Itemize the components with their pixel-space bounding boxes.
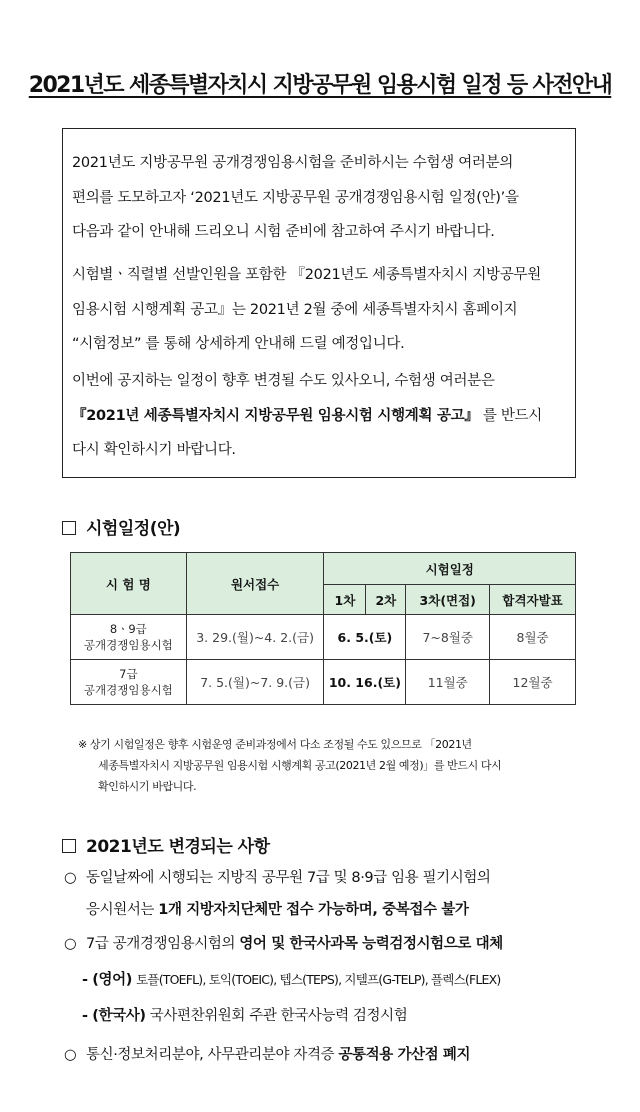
change-item-1: ○ 동일날짜에 시행되는 지방직 공무원 7급 및 8·9급 임용 필기시험의 — [64, 870, 491, 886]
schedule-heading: 시험일정(안) — [62, 514, 180, 539]
notice-paragraph-3 — [72, 364, 566, 468]
notice-line — [72, 399, 566, 434]
result-cell: 8월중 — [490, 615, 576, 660]
first-exam-cell: 6. 5.(토) — [324, 615, 406, 660]
table-row — [71, 660, 576, 705]
notice-line: “시험정보” 를 통해 상세하게 안내해 드릴 예정입니다. — [72, 336, 405, 352]
footnote-line: 확인하시기 바랍니다. — [98, 780, 197, 793]
notice-line: 2021년도 지방공무원 공개경쟁임용시험을 준비하시는 수험생 여러분의 — [72, 155, 514, 171]
third-exam-cell: 11월중 — [406, 660, 490, 705]
changes-heading: 2021년도 변경되는 사항 — [62, 832, 270, 857]
notice-line: 시험별ㆍ직렬별 선발인원을 포함한 『2021년도 세종특별자치시 지방공무원 — [72, 267, 541, 283]
apply-period-cell: 7. 5.(월)~7. 9.(금) — [186, 660, 324, 705]
notice-line-rest: 를 반드시 — [482, 407, 543, 424]
notice-paragraph-1 — [72, 146, 566, 250]
change-item-2: ○ 7급 공개경쟁임용시험의 영어 및 한국사과목 능력검정시험으로 대체 — [64, 936, 503, 952]
header-exam-name: 시 험 명 — [71, 553, 187, 615]
exam-name-cell: 7급 공개경쟁임용시험 — [71, 660, 187, 705]
header-third: 3차(면접) — [406, 585, 490, 615]
apply-period-cell: 3. 29.(월)~4. 2.(금) — [186, 615, 324, 660]
square-bullet-icon — [62, 839, 76, 853]
notice-line: 편의를 도모하고자 ‘2021년도 지방공무원 공개경쟁임용시험 일정(안)’을 — [72, 189, 519, 206]
circle-bullet-icon: ○ — [64, 1047, 77, 1063]
header-apply: 원서접수 — [186, 553, 324, 615]
notice-line: 다시 확인하시기 바랍니다. — [72, 442, 236, 458]
announcement-name: 『2021년 세종특별자치시 지방공무원 임용시험 시행계획 공고』 — [72, 407, 479, 424]
schedule-table — [70, 552, 576, 705]
header-first: 1차 — [324, 585, 366, 615]
circle-bullet-icon: ○ — [64, 870, 77, 886]
change-item-3: ○ 통신·정보처리분야, 사무관리분야 자격증 공통적용 가산점 폐지 — [64, 1047, 471, 1063]
square-bullet-icon — [62, 521, 76, 535]
header-exam-schedule: 시험일정 — [324, 553, 576, 585]
first-exam-cell: 10. 16.(토) — [324, 660, 406, 705]
notice-paragraph-2 — [72, 258, 566, 362]
change-item-1-cont: 응시원서는 1개 지방자치단체만 접수 가능하며, 중복접수 불가 — [86, 902, 469, 918]
change-item-history: - (한국사) 국사편찬위원회 주관 한국사능력 검정시험 — [82, 1008, 408, 1024]
notice-line: 다음과 같이 안내해 드리오니 시험 준비에 참고하여 주시기 바랍니다. — [72, 224, 495, 240]
change-item-english: - (영어) 토플(TOEFL), 토익(TOEIC), 텝스(TEPS), 지텔프(G-TELP), 플렉스(FLEX) — [82, 972, 501, 988]
notice-line: 이번에 공지하는 일정이 향후 변경될 수도 있사오니, 수험생 여러분은 — [72, 373, 495, 389]
footnote-line: ※ 상기 시험일정은 향후 시험운영 준비과정에서 다소 조정될 수도 있으므로 「2021년 — [78, 738, 472, 751]
exam-name-cell: 8ㆍ9급 공개경쟁임용시험 — [71, 615, 187, 660]
table-row — [71, 615, 576, 660]
document-title: 2021년도 세종특별자치시 지방공무원 임용시험 일정 등 사전안내 — [28, 73, 612, 98]
circle-bullet-icon: ○ — [64, 936, 77, 952]
third-exam-cell: 7~8월중 — [406, 615, 490, 660]
schedule-footnote — [78, 734, 578, 797]
header-second: 2차 — [366, 585, 406, 615]
notice-line: 임용시험 시행계획 공고』는 2021년 2월 중에 세종특별자치시 홈페이지 — [72, 301, 518, 318]
header-result: 합격자발표 — [490, 585, 576, 615]
footnote-line: 세종특별자치시 지방공무원 임용시험 시행계획 공고(2021년 2월 예정)」를 반드시 다시 — [98, 759, 502, 772]
result-cell: 12월중 — [490, 660, 576, 705]
